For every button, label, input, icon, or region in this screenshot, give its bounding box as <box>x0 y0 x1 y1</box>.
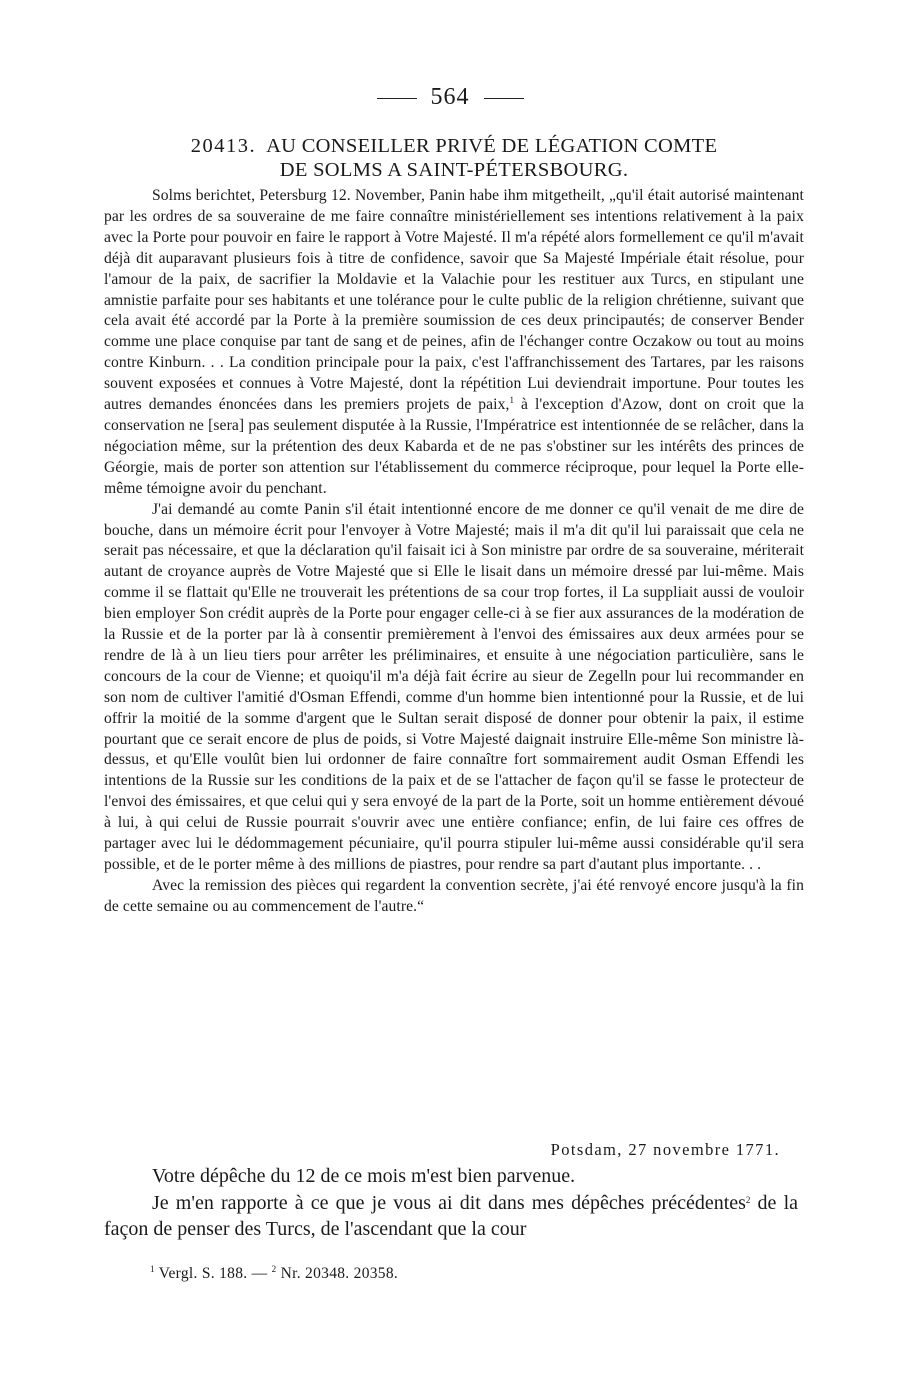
page-number-rule-left <box>377 98 417 99</box>
heading-title-line-2: DE SOLMS A SAINT-PÉTERSBOURG. <box>279 159 629 181</box>
summary-paragraph-1 <box>104 186 804 500</box>
report-summary <box>104 186 804 918</box>
footnote-1-mark: 1 <box>150 1264 155 1274</box>
footnote-2-mark: 2 <box>271 1264 277 1274</box>
heading-title-line-1: AU CONSEILLER PRIVÉ DE LÉGATION COMTE <box>266 135 718 157</box>
letter-paragraph-1: Votre dépêche du 12 de ce mois m'est bien parvenue. <box>152 1165 576 1187</box>
document-heading <box>104 134 804 182</box>
letter-dateline: Potsdam, 27 novembre 1771. <box>550 1140 780 1159</box>
letter-paragraph-2 <box>104 1190 798 1243</box>
heading-line-1 <box>104 134 804 158</box>
letter-paragraph-2-tail: de la façon de penser des Turcs, de l'ascendant que la cour <box>104 1191 799 1240</box>
footnote-ref-1: 1 <box>509 395 515 406</box>
page-number <box>0 84 900 111</box>
document-number: 20413. <box>190 135 257 157</box>
letter-body <box>104 1163 798 1243</box>
summary-paragraph-1-text: Solms berichtet, Petersburg 12. November, Panin habe ihm mitgetheilt, „qu'il était autorisé maintenant par les ordres de sa souveraine de me faire connaître ministériellement ses intentions relativement à la paix avec la Porte pour pouvoir en faire le rapport à Votre Majesté. Il m'a répété alors formellement ce qu'il m'avait déjà dit auparavant plusieurs fois à titre de confidence, savoir que Sa Majesté Impériale était résolue, pour l'amour de la paix, de sacrifier la Moldavie et la Valachie pour les restituer aux Turcs, en stipulant une amnistie parfaite pour ses habitants et une tolérance pour le culte public de la religion chrétienne, suivant que cela avait été accordé par la Porte à la première soumission de ces deux principautés; de conserver Bender comme une place conquise par tant de sang et de peines, afin de l'échanger contre Oczakow ou tout au moins contre Kinburn. . . La condition principale pour la paix, c'est l'affranchissement des Tartares, par les raisons souvent exposées et connues à Votre Majesté, dont la répétition Lui deviendrait importune. Pour toutes les autres demandes énoncées dans les premiers projets de paix, <box>104 187 804 414</box>
summary-paragraph-1-tail: à l'exception d'Azow, dont on croit que la conservation ne [sera] pas seulement disputée à la Russie, l'Impératrice est intentionnée de se relâcher, dans la négociation même, sur la prétention des deux Kabarda et de ne pas s'obstiner sur les intérêts des princes de Géorgie, mais de porter son attention sur l'établissement du commerce réciproque, pour lequel la Porte elle-même témoigne avoir du penchant. <box>104 396 805 497</box>
footnote-2-text: Nr. 20348. 20358. <box>276 1265 399 1282</box>
page-number-text: 564 <box>430 84 470 110</box>
summary-paragraph-2: J'ai demandé au comte Panin s'il était intentionné encore de me donner ce qu'il venait de me dire de bouche, dans un mémoire écrit pour l'envoyer à Votre Majesté; mais il m'a dit qu'il lui paraissait que cela ne serait pas nécessaire, et que la déclaration qu'il faisait ici à Son ministre par ordre de sa souveraine, mériterait autant de croyance auprès de Votre Majesté que si Elle le lisait dans un mémoire dressé par lui-même. Mais comme il se flattait qu'Elle ne trouverait les prétentions de sa cour trop fortes, il La suppliait aussi de vouloir bien employer Son crédit auprès de la Porte pour engager celle-ci à se fier aux assurances de la modération de la Russie et de la porter par là à consentir premièrement à l'envoi des émissaires aux deux armées pour se rendre de là à un lieu tiers pour arrêter les préliminaires, et ensuite à une négociation particulière, sans le concours de la cour de Vienne; et quoiqu'il m'a déjà fait écrire au sieur de Zegelln pour lui recommander en son nom de cultiver l'amitié d'Osman Effendi, comme d'un homme bien intentionné pour la Russie, et de lui offrir la moitié de la somme d'argent que le Sultan serait disposé de donner pour obtenir la paix, il estime pourtant que ce serait encore de plus de poids, si Votre Majesté daignait instruire Elle-même Son ministre là-dessus, et qu'Elle voulût bien lui ordonner de faire connaître fort sommairement audit Osman Effendi les intentions de la Russie sur les conditions de la paix et de se l'attacher de façon qu'il se fasse le protecteur de l'envoi des émissaires, et que celui qui y sera envoyé de la part de la Porte, soit un homme entièrement dévoué à lui, à qui celui de Russie pourrait s'ouvrir avec une entière confiance; enfin, de lui faire ces offres de partager avec lui le dédommagement pécuniaire, qu'il pourra stipuler lui-même aussi considérable qu'il sera possible, et de le porter même à des millions de piastres, pour rendre sa part d'autant plus importante. . . <box>104 500 804 873</box>
letter-paragraph-2-head: Je m'en rapporte à ce que je vous ai dit dans mes dépêches précédentes <box>152 1191 746 1214</box>
footnote-1-text: Vergl. S. 188. — <box>154 1265 272 1282</box>
page-number-rule-right <box>484 98 524 99</box>
footnotes <box>150 1265 398 1283</box>
summary-paragraph-3: Avec la remission des pièces qui regardent la convention secrète, j'ai été renvoyé encore jusqu'à la fin de cette semaine ou au commencement de l'autre.“ <box>104 876 804 915</box>
footnote-ref-2: 2 <box>745 1194 751 1205</box>
